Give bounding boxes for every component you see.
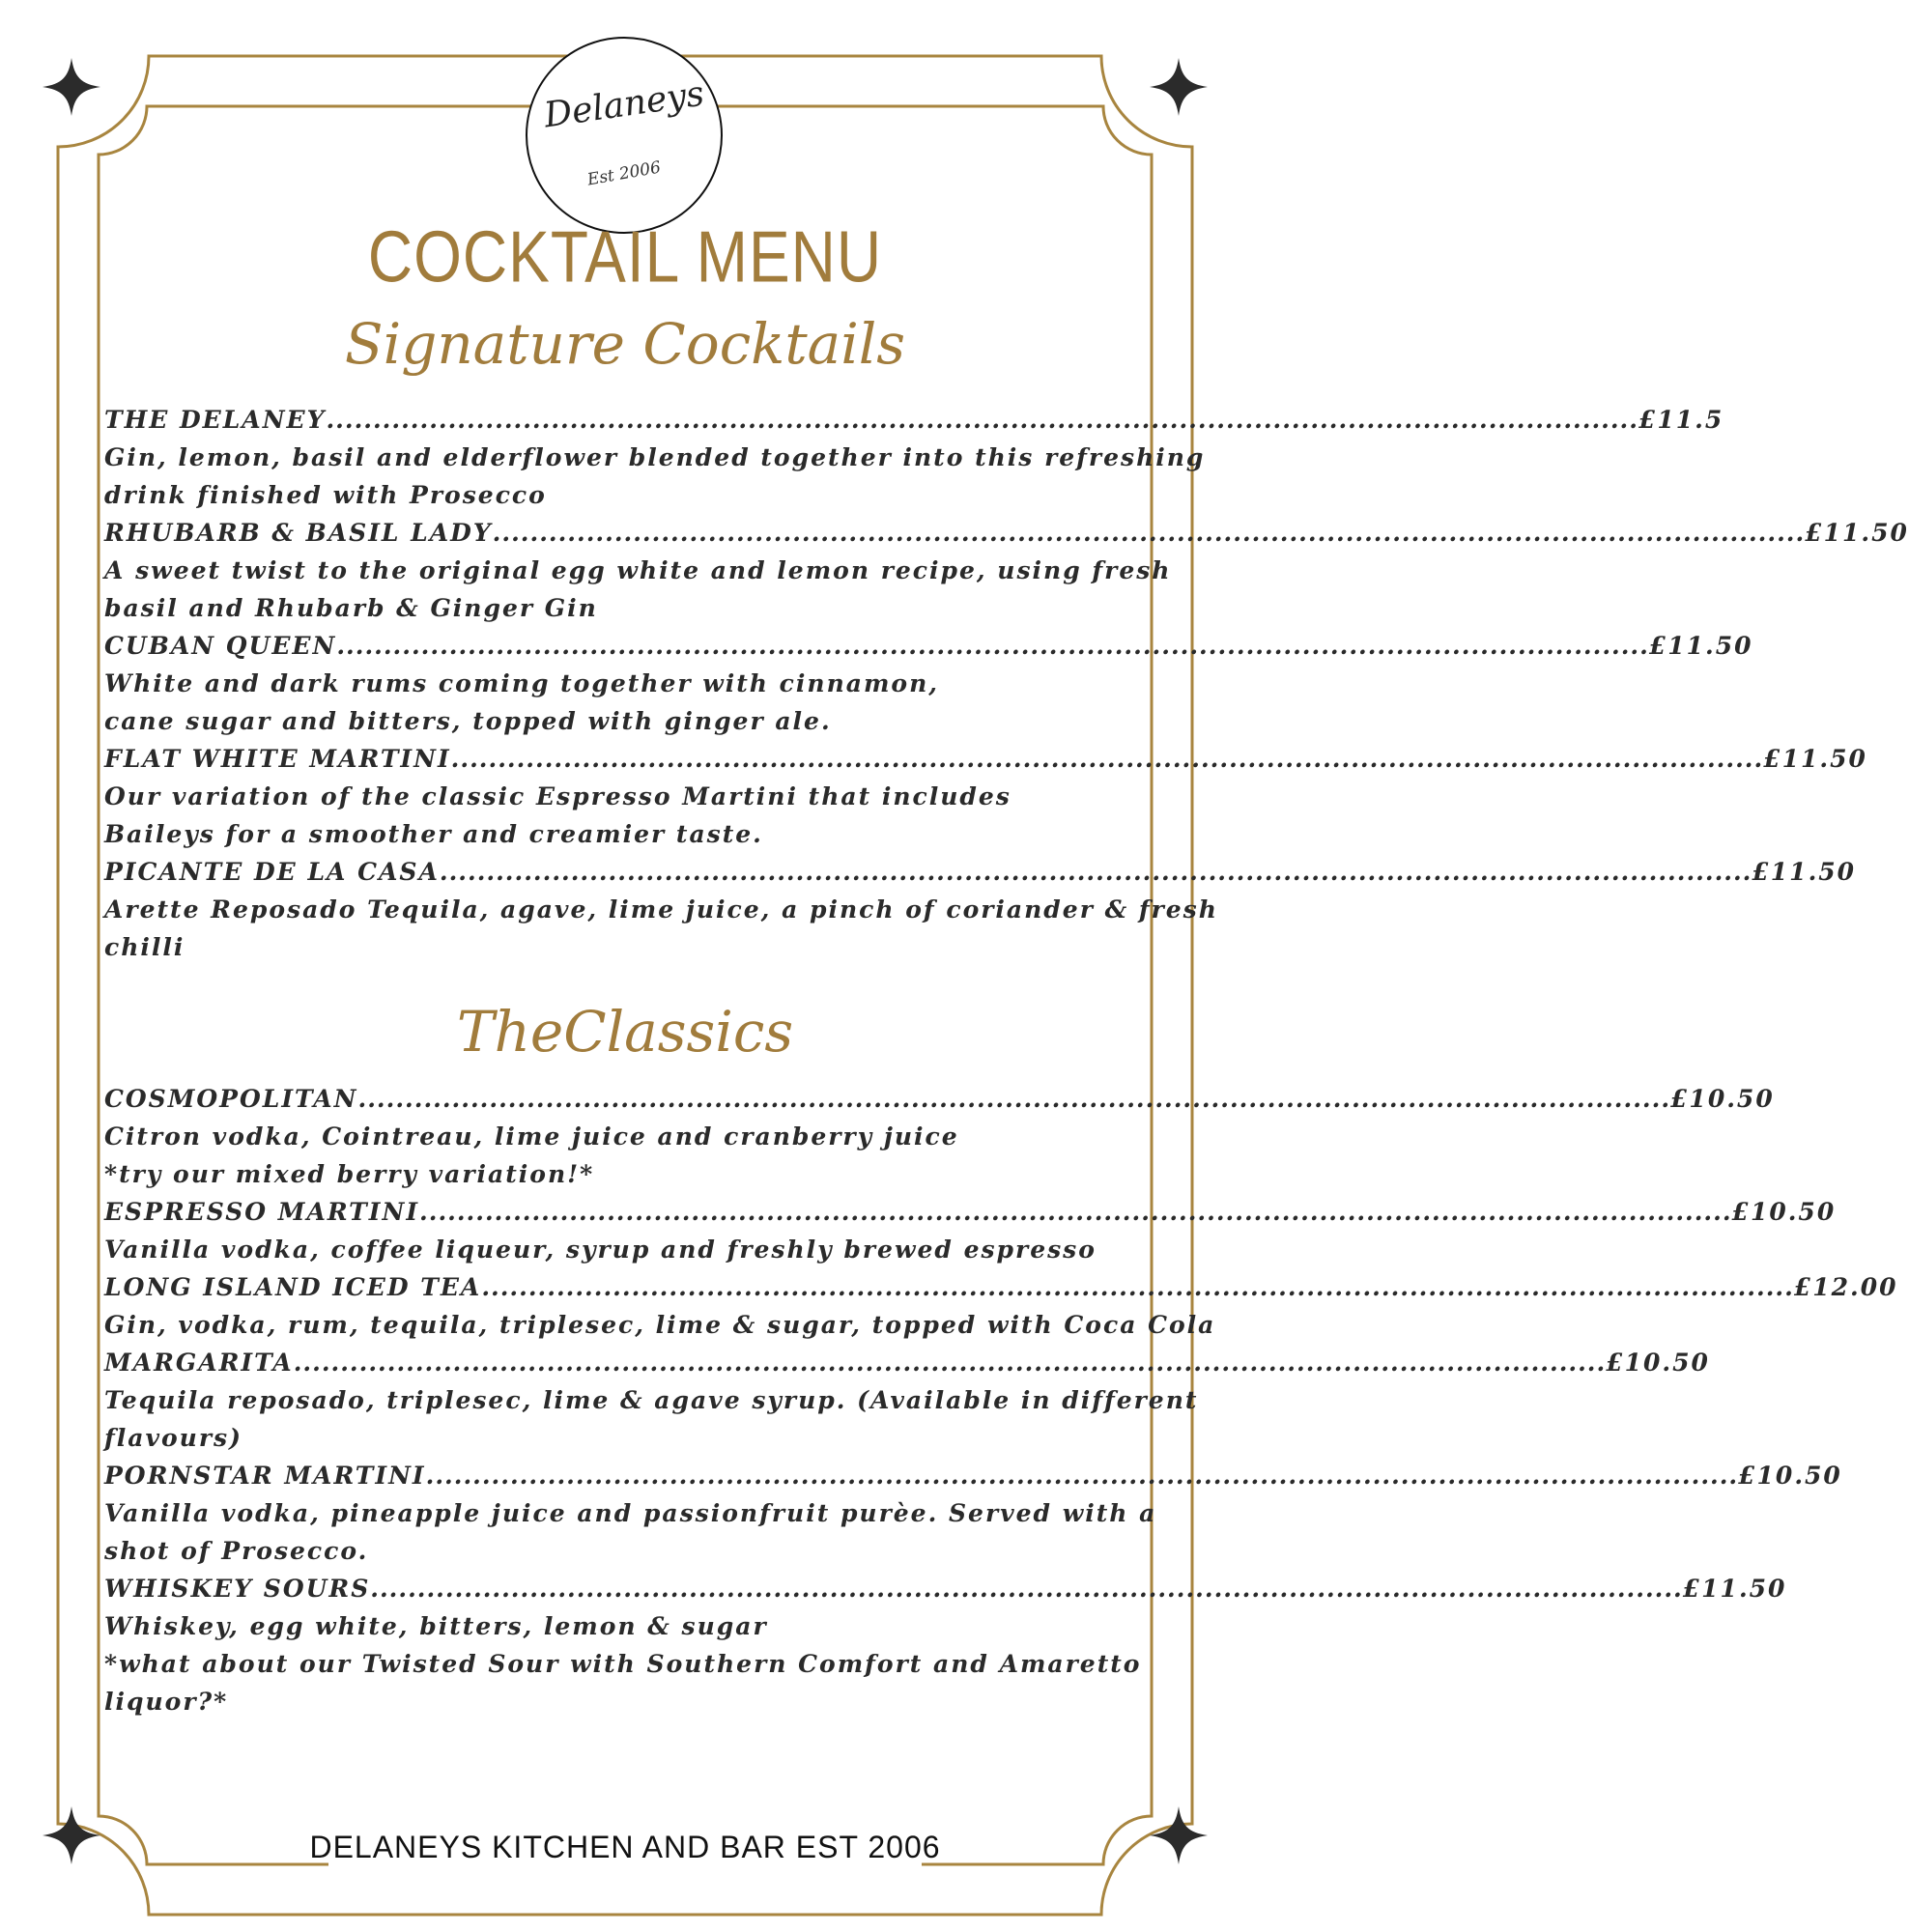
menu-item-name: MARGARITA (104, 1349, 294, 1377)
menu-item-description: A sweet twist to the original egg white and lemon recipe, using fresh (104, 556, 1172, 584)
menu-item-description: Whiskey, egg white, bitters, lemon & sugar (104, 1612, 768, 1640)
menu-item-price: £11.50 (1682, 1575, 1787, 1603)
logo-badge (526, 37, 723, 234)
dot-leader: ............................................................................................................................................ (293, 1349, 1607, 1377)
logo-name: Delaneys (541, 73, 707, 136)
menu-item-price: £10.50 (1731, 1198, 1837, 1226)
menu-item-price: £11.50 (1752, 858, 1857, 886)
signature-cocktails-list (104, 401, 1909, 966)
dot-leader: ............................................................................................................................................ (326, 406, 1638, 434)
four-point-star-icon (41, 56, 102, 118)
section-heading-signature: Signature Cocktails (344, 311, 906, 377)
menu-item-description: Gin, vodka, rum, tequila, triplesec, lime & sugar, topped with Coca Cola (104, 1311, 1216, 1339)
section-heading-classics: TheClassics (456, 999, 794, 1065)
menu-item-name: FLAT WHITE MARTINI (104, 745, 451, 773)
dot-leader: ............................................................................................................................................ (357, 1085, 1671, 1113)
menu-item-description: Baileys for a smoother and creamier taste. (104, 820, 763, 848)
dot-leader: ............................................................................................................................................ (425, 1462, 1739, 1490)
menu-item-name: LONG ISLAND ICED TEA (104, 1273, 482, 1301)
menu-item-description: Citron vodka, Cointreau, lime juice and cranberry juice (104, 1122, 959, 1151)
menu-item-row (104, 853, 1857, 891)
menu-item-row (104, 401, 1724, 439)
dot-leader: ............................................................................................................................................ (481, 1273, 1794, 1301)
menu-item-description: White and dark rums coming together with cinnamon, (104, 669, 939, 697)
menu-item-price: £11.5 (1638, 406, 1724, 434)
menu-item-description: Our variation of the classic Espresso Martini that includes (104, 782, 1011, 810)
menu-item-price: £10.50 (1606, 1349, 1710, 1377)
menu-item-name: PICANTE DE LA CASA (104, 858, 440, 886)
menu-item-name: ESPRESSO MARTINI (104, 1198, 420, 1226)
dot-leader: ............................................................................................................................................ (439, 858, 1752, 886)
dot-leader: ............................................................................................................................................ (492, 519, 1806, 547)
menu-item-description: cane sugar and bitters, topped with ginger ale. (104, 707, 832, 735)
four-point-star-icon (1148, 56, 1210, 118)
menu-item-price: £11.50 (1648, 632, 1753, 660)
menu-item-description: liquor?* (104, 1688, 229, 1716)
dot-leader: ............................................................................................................................................ (450, 745, 1764, 773)
classic-cocktails-list (104, 1080, 1898, 1720)
menu-item-description: Arette Reposado Tequila, agave, lime juice, a pinch of coriander & fresh (104, 895, 1218, 923)
menu-item-row (104, 1457, 1842, 1494)
menu-item-name: WHISKEY SOURS (104, 1575, 371, 1603)
menu-item-description: Vanilla vodka, pineapple juice and passionfruit purèe. Served with a (104, 1499, 1157, 1527)
menu-item-name: PORNSTAR MARTINI (104, 1462, 426, 1490)
menu-title: COCKTAIL MENU (367, 215, 883, 298)
menu-item-description: chilli (104, 933, 185, 961)
menu-item-row (104, 1344, 1710, 1381)
menu-item-description: drink finished with Prosecco (104, 481, 547, 509)
dot-leader: ............................................................................................................................................ (419, 1198, 1732, 1226)
menu-item-description: *try our mixed berry variation!* (104, 1160, 595, 1188)
menu-item-name: COSMOPOLITAN (104, 1085, 358, 1113)
menu-item-row (104, 740, 1867, 778)
menu-item-row (104, 514, 1909, 552)
dot-leader: ............................................................................................................................................ (370, 1575, 1683, 1603)
menu-item-price: £11.50 (1805, 519, 1909, 547)
menu-item-row (104, 1570, 1787, 1607)
menu-item-description: shot of Prosecco. (104, 1537, 369, 1565)
menu-item-row (104, 1268, 1898, 1306)
menu-item-row (104, 1193, 1837, 1231)
menu-item-description: *what about our Twisted Sour with Southern Comfort and Amaretto (104, 1650, 1142, 1678)
menu-item-description: basil and Rhubarb & Ginger Gin (104, 594, 598, 622)
menu-item-price: £12.00 (1793, 1273, 1898, 1301)
menu-item-description: Vanilla vodka, coffee liqueur, syrup and freshly brewed espresso (104, 1236, 1097, 1264)
menu-item-price: £10.50 (1738, 1462, 1842, 1490)
menu-item-description: flavours) (104, 1424, 242, 1452)
menu-item-name: THE DELANEY (104, 406, 327, 434)
logo-established: Est 2006 (585, 157, 663, 190)
dot-leader: ............................................................................................................................................ (336, 632, 1649, 660)
footer-text: DELANEYS KITCHEN AND BAR EST 2006 (309, 1830, 941, 1864)
menu-item-name: CUBAN QUEEN (104, 632, 337, 660)
menu-item-row (104, 627, 1753, 665)
menu-item-description: Tequila reposado, triplesec, lime & agave syrup. (Available in different (104, 1386, 1199, 1414)
menu-item-price: £10.50 (1670, 1085, 1775, 1113)
menu-item-row (104, 1080, 1775, 1118)
menu-item-price: £11.50 (1763, 745, 1867, 773)
menu-item-name: RHUBARB & BASIL LADY (104, 519, 493, 547)
menu-item-description: Gin, lemon, basil and elderflower blended together into this refreshing (104, 443, 1206, 471)
